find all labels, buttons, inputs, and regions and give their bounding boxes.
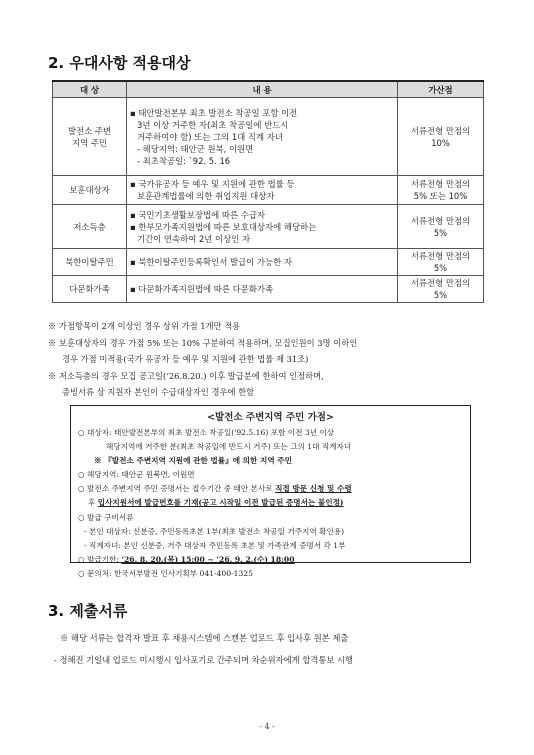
row-content — [127, 276, 398, 303]
box-line — [78, 496, 463, 510]
header-target: 대 상 — [53, 81, 127, 98]
box-emphasis: 입사지원서에 발급번호를 기재(공고 시작일 이전 발급된 증명서는 불인정) — [97, 498, 344, 508]
header-content: 내 용 — [127, 81, 398, 98]
box-line — [78, 553, 463, 567]
doc-line: - 정해진 기일내 업로드 미시행시 입사포기로 간주되며 차순위자에게 합격통보 시행 — [54, 655, 354, 665]
cell-line: 다문화가족 — [69, 284, 110, 294]
box-line: ○ 문의처: 한국서부발전 인사기획부 041-400-1325 — [78, 568, 253, 578]
table-header-row — [53, 81, 484, 98]
cell-line: 지역 주민 — [71, 137, 108, 148]
row-bonus — [398, 249, 484, 276]
row-bonus — [398, 176, 484, 205]
cell-line: ▪ 태안발전본부 최초 발전소 착공일 포함 이전 — [130, 107, 298, 118]
cell-line: ▪ 한부모가족지원법에 따른 보호대상자에 해당하는 — [130, 221, 317, 232]
row-bonus — [398, 276, 484, 303]
row-bonus — [398, 205, 484, 249]
box-text: ○ 발전소 주변지역 주민 증명서는 접수기간 중 태안 본사로 — [78, 484, 276, 494]
box-line: - 직계자녀: 본인 신분증, 거주 대상자 주민등록 초본 및 가족관계 증명서 각 1부 — [84, 540, 346, 550]
cell-line: 5% — [433, 227, 448, 238]
box-line: ○ 발급 구비서류 — [78, 512, 134, 522]
row-target — [53, 98, 127, 176]
resident-bonus-box — [70, 405, 471, 578]
cell-line: 10% — [431, 137, 450, 148]
doc-line: ※ 해당 서류는 합격자 발표 후 채용시스템에 스캔본 업로드 후 입사후 원본 제출 — [60, 633, 349, 643]
row-content — [127, 205, 398, 249]
note-line: ※ 가점항목이 2개 이상인 경우 상위 가점 1개만 적용 — [48, 321, 241, 331]
box-line: 해당지역에 거주한 분(최초 착공일에 반드시 거주) 또는 그의 1대 직계자녀 — [106, 442, 352, 452]
box-text: ○ 발급기한: — [78, 554, 122, 564]
cell-line: 저소득층 — [73, 221, 106, 232]
cell-line: 3년 이상 거주한 자(최초 착공일에 반드시 — [137, 119, 289, 130]
box-title: <발전소 주변지역 주민 가점> — [207, 412, 334, 423]
cell-line: ▪ 북한이탈주민등록확인서 발급이 가능한 자 — [130, 257, 292, 267]
documents-block — [48, 627, 488, 671]
table-row — [53, 176, 484, 205]
row-target — [53, 176, 127, 205]
note-line: 증빙서류 상 지원자 본인이 수급대상자인 경우에 한함 — [62, 387, 255, 397]
note-line: ※ 저소득층의 경우 모집 공고일(‘26.8.20.) 이후 발급분에 한하여 인정하며, — [48, 370, 324, 381]
cell-line: 서류전형 만점의 — [410, 251, 471, 261]
cell-line: 북한이탈주민 — [65, 257, 114, 267]
box-line: ※ 『발전소 주변지역 지원에 관한 법률』에 의한 지역 주민 — [94, 456, 292, 466]
cell-line: 기간이 연속하여 2년 이상인 자 — [137, 233, 251, 244]
row-target — [53, 276, 127, 303]
cell-line: - 해당지역: 태안군 원북, 이원면 — [137, 143, 254, 154]
box-line: ○ 대상자: 태안발전본부의 최초 발전소 착공일('92.5.16) 포함 이전 3년 이상 — [78, 428, 335, 437]
row-content — [127, 249, 398, 276]
table-row — [53, 205, 484, 249]
box-emphasis: ‘26. 8. 20.(목) 15:00 ~ ‘26. 9. 2.(수) 18:00 — [121, 554, 295, 564]
cell-line: ▪ 국가유공자 등 예우 및 지원에 관한 법률 등 — [130, 179, 295, 189]
cell-line: 보훈관계법률에 의한 취업지원 대상자 — [137, 191, 275, 201]
row-target — [53, 205, 127, 249]
header-bonus: 가산점 — [398, 81, 484, 98]
notes-block — [48, 318, 488, 401]
cell-line: 5% — [433, 290, 448, 300]
cell-line: 서류전형 만점의 — [410, 215, 471, 226]
cell-line: 서류전형 만점의 — [410, 278, 471, 288]
cell-line: 서류전형 만점의 — [410, 179, 471, 189]
row-target — [53, 249, 127, 276]
note-line: ※ 보훈대상자의 경우 가점 5% 또는 10% 구분하여 적용하며, 모집인원이 3명 이하인 — [48, 337, 358, 348]
box-line — [78, 482, 463, 496]
cell-line: 5% — [433, 263, 448, 273]
table-row — [53, 249, 484, 276]
cell-line: - 최초착공일: `92. 5. 16 — [137, 155, 231, 166]
box-text: 후 — [88, 498, 98, 508]
cell-line: 발전소 주변 — [67, 125, 112, 136]
preference-table — [52, 80, 484, 303]
row-content — [127, 176, 398, 205]
cell-line: 거주하여야 함) 또는 그의 1대 직계 자녀 — [137, 131, 283, 142]
table-row — [53, 98, 484, 176]
box-line: ○ 해당지역: 태안군 원북면, 이원면 — [78, 470, 195, 480]
row-content — [127, 98, 398, 176]
note-line: 경우 가점 미적용(국가 유공자 등 예우 및 지원에 관한 법률 제 31조) — [62, 354, 309, 364]
cell-line: 보훈대상자 — [69, 185, 110, 195]
cell-line: ▪ 국민기초생활보장법에 따른 수급자 — [130, 209, 266, 220]
cell-line: ▪ 다문화가족지원법에 따른 다문화가족 — [130, 284, 274, 294]
box-emphasis: 직접 방문 신청 및 수령 — [275, 484, 352, 494]
section-title-preferences: 2. 우대사항 적용대상 — [48, 54, 191, 72]
box-line: - 본인 대상자: 신분증, 주민등록초본 1부(최초 발전소 착공일 거주지역 확인용) — [84, 526, 345, 536]
cell-line: 서류전형 만점의 — [410, 125, 471, 136]
section-title-documents: 3. 제출서류 — [48, 602, 128, 620]
page-number: - 4 - — [259, 722, 275, 731]
cell-line: 5% 또는 10% — [413, 191, 468, 201]
table-row — [53, 276, 484, 303]
row-bonus — [398, 98, 484, 176]
